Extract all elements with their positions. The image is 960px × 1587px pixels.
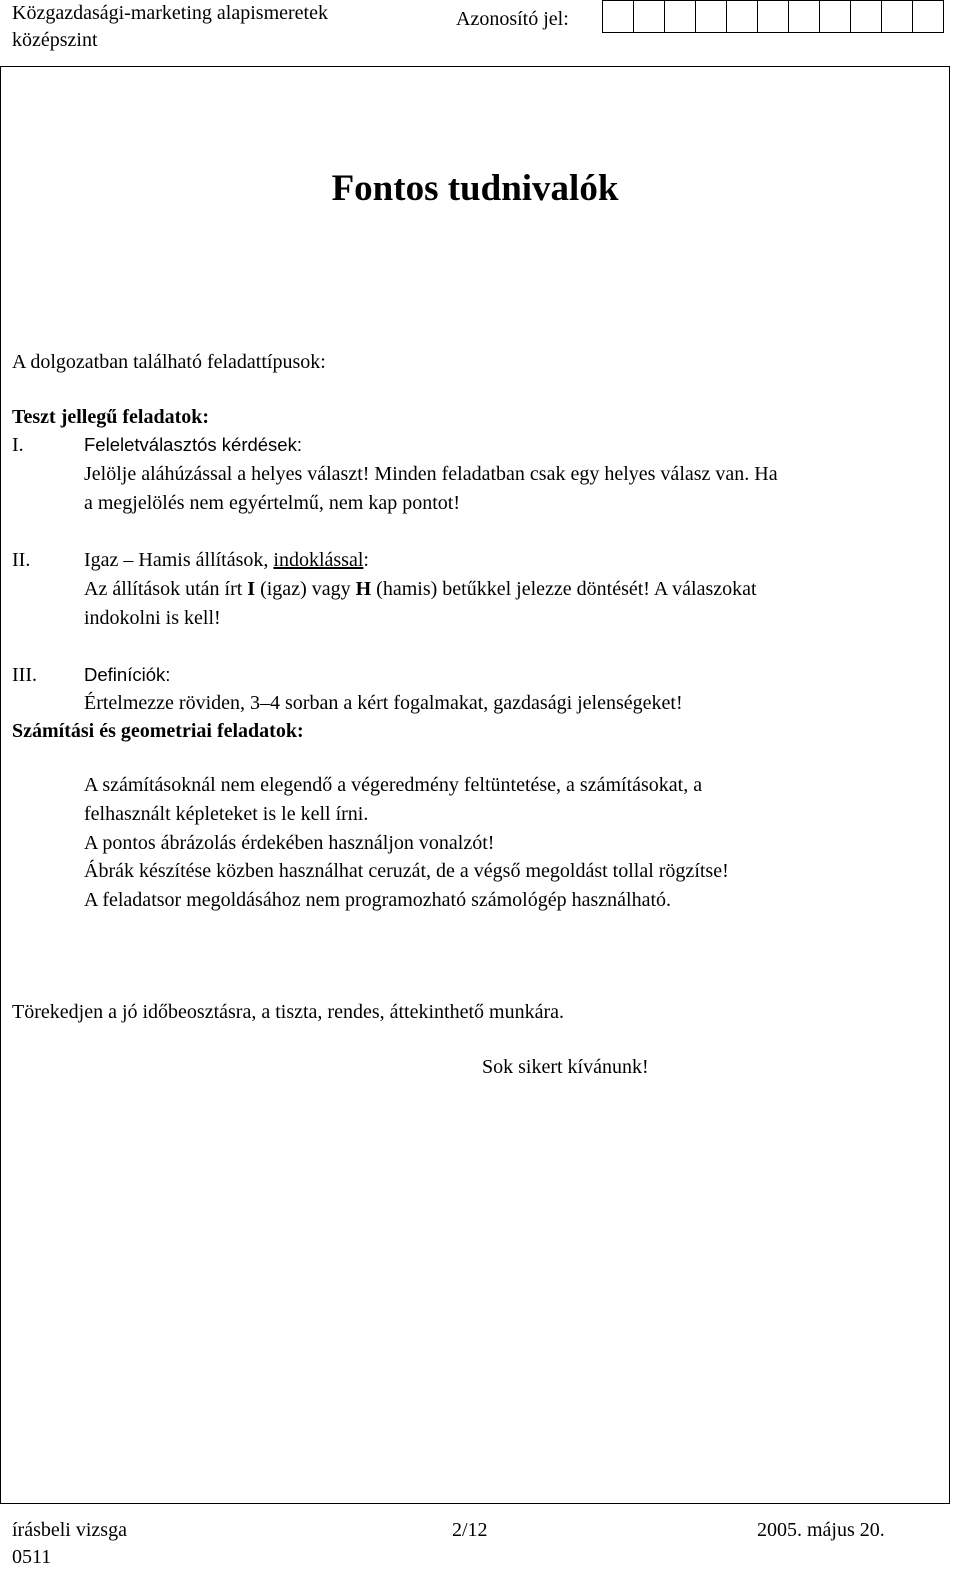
- calc-line: A számításoknál nem elegendő a végeredmény feltüntetése, a számításokat, a: [84, 774, 703, 796]
- id-box[interactable]: [850, 0, 882, 33]
- id-box[interactable]: [602, 0, 634, 33]
- id-box[interactable]: [881, 0, 913, 33]
- test-heading: Teszt jellegű feladatok:: [12, 406, 210, 428]
- id-box[interactable]: [757, 0, 789, 33]
- item-2-label: [84, 546, 369, 574]
- item-2-line1-h: H: [355, 578, 372, 600]
- calc-line: felhasznált képleteket is le kell írni.: [84, 803, 369, 825]
- calc-line: A pontos ábrázolás érdekében használjon vonalzót!: [84, 832, 495, 854]
- page-title: Fontos tudnivalók: [331, 168, 619, 209]
- item-3-label: Definíciók:: [84, 664, 171, 685]
- item-2-line1-c: (igaz) vagy: [255, 578, 356, 600]
- item-2-line1-a: Az állítások után írt: [84, 578, 248, 600]
- item-1-label: Feleletválasztós kérdések:: [84, 434, 302, 455]
- id-box[interactable]: [726, 0, 758, 33]
- header-subject-line1: Közgazdasági-marketing alapismeretek: [12, 2, 328, 24]
- id-box[interactable]: [695, 0, 727, 33]
- footer-exam-code: 0511: [12, 1546, 52, 1568]
- header-subject-line2: középszint: [12, 29, 98, 51]
- footer-exam-label: írásbeli vizsga: [12, 1519, 127, 1541]
- id-box[interactable]: [664, 0, 696, 33]
- footer-date: 2005. május 20.: [757, 1519, 885, 1541]
- id-label: Azonosító jel:: [456, 8, 569, 30]
- intro-text: A dolgozatban található feladattípusok:: [12, 351, 326, 373]
- id-box[interactable]: [788, 0, 820, 33]
- item-3-line1: Értelmezze röviden, 3–4 sorban a kért fogalmakat, gazdasági jelenségeket!: [84, 692, 683, 714]
- footer-exam: [12, 1517, 127, 1571]
- item-2-line1-i: I: [247, 578, 256, 600]
- header-subject: [12, 0, 328, 54]
- wish-text: Sok sikert kívánunk!: [482, 1056, 649, 1078]
- closing-text: Törekedjen a jó időbeosztásra, a tiszta, rendes, áttekinthető munkára.: [12, 1001, 565, 1023]
- footer-page-number: 2/12: [452, 1519, 488, 1541]
- calc-line: A feladatsor megoldásához nem programozható számológép használható.: [84, 889, 672, 911]
- item-2-label-text: Igaz – Hamis állítások,: [84, 549, 274, 571]
- item-2-label-underlined: indoklással: [273, 549, 364, 571]
- id-box[interactable]: [819, 0, 851, 33]
- item-2-line1: [84, 575, 757, 603]
- id-box[interactable]: [633, 0, 665, 33]
- item-2-label-colon: :: [363, 549, 369, 571]
- item-1-line2: a megjelölés nem egyértelmű, nem kap pontot!: [84, 492, 460, 514]
- item-2-line2: indokolni is kell!: [84, 607, 221, 629]
- calc-heading: Számítási és geometriai feladatok:: [12, 720, 304, 742]
- id-box[interactable]: [912, 0, 944, 33]
- calc-line: Ábrák készítése közben használhat ceruzát, de a végső megoldást tollal rögzítse!: [84, 860, 729, 882]
- item-2-line1-e: (hamis) betűkkel jelezze döntését! A válaszokat: [371, 578, 757, 600]
- id-boxes: [603, 0, 944, 33]
- item-1-numeral: I.: [12, 434, 24, 456]
- item-3-numeral: III.: [12, 664, 37, 686]
- item-2-numeral: II.: [12, 549, 31, 571]
- item-1-line1: Jelölje aláhúzással a helyes választ! Minden feladatban csak egy helyes válasz van. Ha: [84, 463, 778, 485]
